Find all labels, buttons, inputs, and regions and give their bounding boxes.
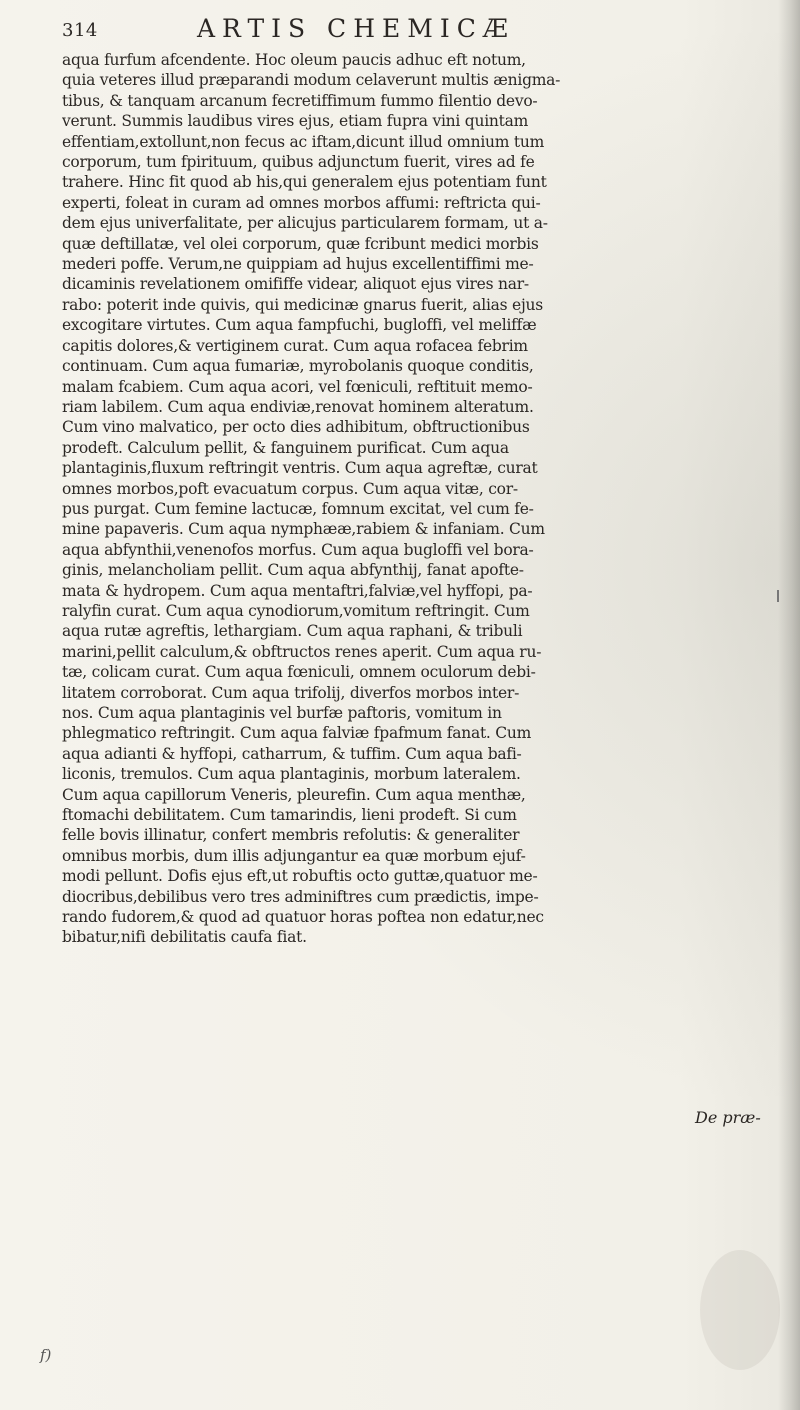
page-header	[62, 14, 762, 48]
page-gutter-shadow	[778, 0, 800, 1410]
text-line: excogitare virtutes. Cum aqua fampfuchi, bugloffi, vel meliffæ	[62, 316, 537, 335]
catchword: De præ-	[695, 1108, 761, 1127]
text-line: aqua furfum afcendente. Hoc oleum paucis adhuc eft notum,	[62, 51, 526, 69]
text-line: liconis, tremulos. Cum aqua plantaginis, morbum lateralem.	[62, 765, 521, 784]
text-line: rando fudorem,& quod ad quatuor horas poftea non edatur,nec	[62, 908, 544, 927]
text-line: diocribus,debilibus vero tres adminiftres cum prædictis, impe-	[62, 887, 539, 906]
text-line: modi pellunt. Dofis ejus eft,ut robuftis octo guttæ,quatuor me-	[62, 867, 538, 886]
text-line: Cum vino malvatico, per octo dies adhibitum, obftructionibus	[62, 418, 530, 437]
text-line: omnes morbos,poft evacuatum corpus. Cum aqua vitæ, cor-	[62, 479, 518, 498]
text-line: effentiam,extollunt,non fecus ac iftam,dicunt illud omnium tum	[62, 132, 545, 151]
text-line: tibus, & tanquam arcanum fecretiffimum fummo filentio devo-	[62, 91, 538, 110]
text-line: malam fcabiem. Cum aqua acori, vel fœniculi, reftituit memo-	[62, 377, 533, 396]
text-line: prodeft. Calculum pellit, & fanguinem purificat. Cum aqua	[62, 438, 509, 457]
text-line: marini,pellit calculum,& obftructos renes aperit. Cum aqua ru-	[62, 642, 542, 661]
text-line: felle bovis illinatur, confert membris refolutis: & generaliter	[62, 826, 520, 845]
text-line: aqua adianti & hyffopi, catharrum, & tuffim. Cum aqua bafi-	[62, 744, 522, 763]
text-line: rabo: poterit inde quivis, qui medicinæ gnarus fuerit, alias ejus	[62, 295, 543, 314]
text-line: aqua abfynthii,venenofos morfus. Cum aqua bugloffi vel bora-	[62, 540, 534, 559]
text-line: litatem corroborat. Cum aqua trifolij, diverfos morbos inter-	[62, 683, 520, 702]
text-line: Cum aqua capillorum Veneris, pleurefin. Cum aqua menthæ,	[62, 785, 526, 804]
body-text	[62, 50, 777, 948]
text-line: ralyfin curat. Cum aqua cynodiorum,vomitum reftringit. Cum	[62, 601, 530, 620]
text-line: dem ejus univerfalitate, per alicujus particularem formam, ut a-	[62, 214, 548, 233]
text-line: corporum, tum fpirituum, quibus adjunctum fuerit, vires ad fe	[62, 153, 535, 172]
text-line: trahere. Hinc fit quod ab his,qui generalem ejus potentiam funt	[62, 173, 547, 192]
text-line: mata & hydropem. Cum aqua mentaftri,falviæ,vel hyffopi, pa-	[62, 581, 533, 600]
margin-mark: f)	[40, 1346, 52, 1364]
text-line: quæ deftillatæ, vel olei corporum, quæ fcribunt medici morbis	[62, 234, 539, 253]
text-line: continuam. Cum aqua fumariæ, myrobolanis quoque conditis,	[62, 357, 534, 376]
text-line: omnibus morbis, dum illis adjungantur ea quæ morbum ejuf-	[62, 846, 526, 865]
text-line: tæ, colicam curat. Cum aqua fœniculi, omnem oculorum debi-	[62, 663, 536, 682]
text-line: ginis, melancholiam pellit. Cum aqua abfynthij, fanat apofte-	[62, 561, 524, 580]
paper-stain	[700, 1250, 780, 1370]
text-line: pus purgat. Cum femine lactucæ, fomnum excitat, vel cum fe-	[62, 499, 534, 518]
running-head: ARTIS CHEMICÆ	[197, 14, 515, 43]
text-line: dicaminis revelationem omififfe videar, aliquot ejus vires nar-	[62, 275, 529, 294]
binding-edge	[777, 590, 779, 602]
text-line: verunt. Summis laudibus vires ejus, etiam fupra vini quintam	[62, 112, 529, 131]
page-number: 314	[62, 20, 98, 41]
text-line: ftomachi debilitatem. Cum tamarindis, lieni prodeft. Si cum	[62, 806, 517, 825]
text-line: experti, foleat in curam ad omnes morbos affumi: reftricta qui-	[62, 193, 541, 212]
text-line: plantaginis,fluxum reftringit ventris. Cum aqua agreftæ, curat	[62, 459, 538, 478]
text-line: mine papaveris. Cum aqua nymphææ,rabiem & infaniam. Cum	[62, 520, 545, 539]
text-line: riam labilem. Cum aqua endiviæ,renovat hominem alteratum.	[62, 397, 534, 416]
text-line: phlegmatico reftringit. Cum aqua falviæ fpafmum fanat. Cum	[62, 724, 532, 743]
text-line: aqua rutæ agreftis, lethargiam. Cum aqua raphani, & tribuli	[62, 622, 523, 641]
text-line: capitis dolores,& vertiginem curat. Cum aqua rofacea febrim	[62, 336, 528, 355]
text-line: quia veteres illud præparandi modum celaverunt multis ænigma-	[62, 71, 561, 90]
text-line: nos. Cum aqua plantaginis vel burfæ paftoris, vomitum in	[62, 704, 502, 722]
text-line: mederi poffe. Verum,ne quippiam ad hujus excellentiffimi me-	[62, 255, 534, 274]
text-line: bibatur,nifi debilitatis caufa fiat.	[62, 928, 307, 947]
